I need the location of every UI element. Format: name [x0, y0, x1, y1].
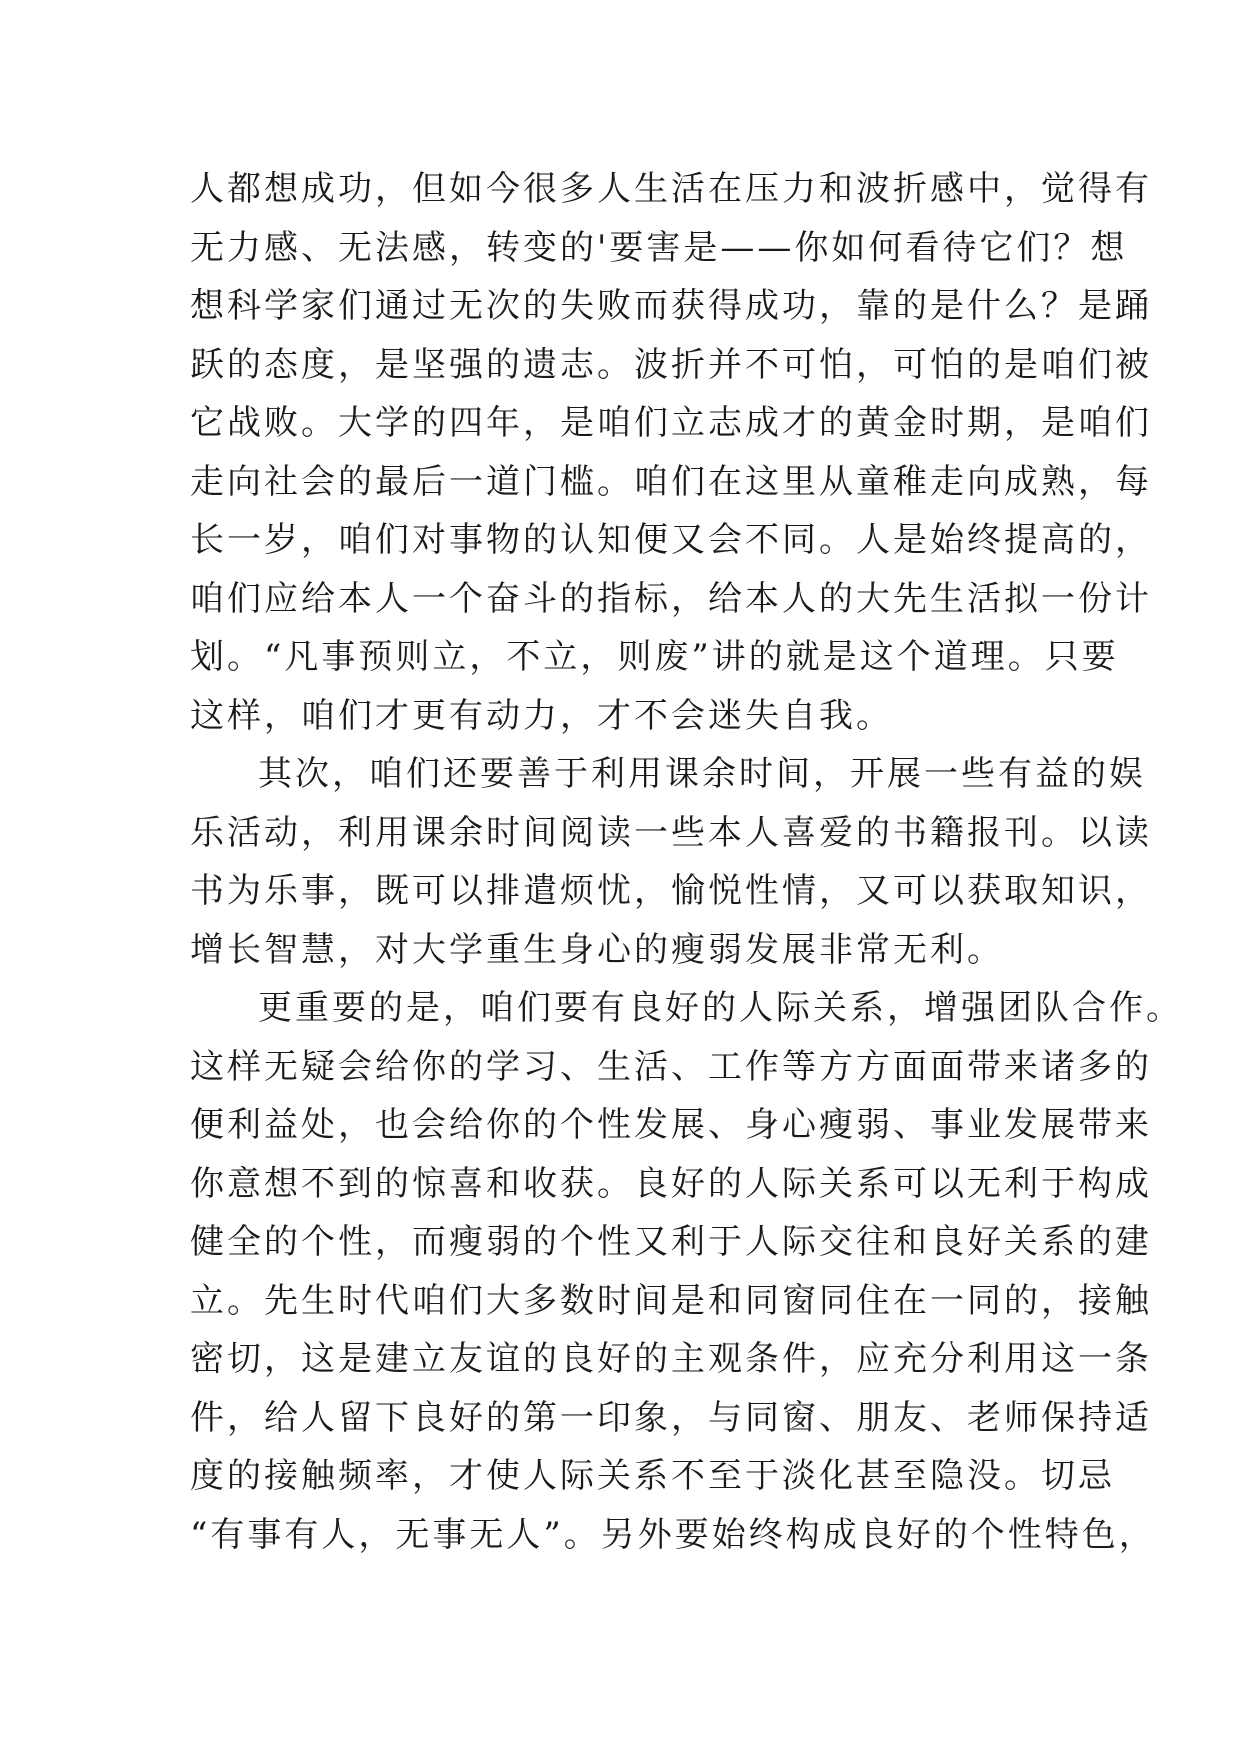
text-line: 长一岁，咱们对事物的认知便又会不同。人是始终提高的， — [190, 520, 1152, 560]
text-line: 书为乐事，既可以排遣烦忧，愉悦性情，又可以获取知识， — [190, 871, 1152, 911]
text-line: “有事有人，无事无人”。另外要始终构成良好的个性特色， — [190, 1514, 1156, 1555]
text-line: 咱们应给本人一个奋斗的指标，给本人的大先生活拟一份计 — [190, 578, 1152, 619]
text-line: 你意想不到的惊喜和收获。良好的人际关系可以无利于构成 — [190, 1163, 1152, 1204]
text-line: 密切，这是建立友谊的良好的主观条件，应充分利用这一条 — [190, 1339, 1152, 1379]
text-line: 乐活动，利用课余时间阅读一些本人喜爱的书籍报刊。以读 — [190, 812, 1152, 853]
text-line: 无力感、无法感，转变的'要害是——你如何看待它们？想 — [190, 227, 1128, 268]
text-line: 跃的态度，是坚强的遗志。波折并不可怕，可怕的是咱们被 — [190, 344, 1152, 385]
text-line: 更重要的是，咱们要有良好的人际关系，增强团队合作。 — [258, 988, 1183, 1028]
text-line: 这样无疑会给你的学习、生活、工作等方方面面带来诸多的 — [190, 1046, 1152, 1087]
text-line: 它战败。大学的四年，是咱们立志成才的黄金时期，是咱们 — [190, 403, 1152, 443]
text-line: 度的接触频率，才使人际关系不至于淡化甚至隐没。切忌 — [190, 1456, 1115, 1496]
text-line: 人都想成功，但如今很多人生活在压力和波折感中，觉得有 — [190, 169, 1152, 209]
text-line: 立。先生时代咱们大多数时间是和同窗同住在一同的，接触 — [190, 1280, 1152, 1321]
text-line: 增长智慧，对大学重生身心的瘦弱发展非常无利。 — [190, 929, 1004, 970]
text-line: 其次，咱们还要善于利用课余时间，开展一些有益的娱 — [258, 754, 1146, 794]
text-line: 健全的个性，而瘦弱的个性又利于人际交往和良好关系的建 — [190, 1222, 1152, 1262]
document-body — [190, 160, 1183, 1564]
text-line: 便利益处，也会给你的个性发展、身心瘦弱、事业发展带来 — [190, 1105, 1152, 1145]
text-line: 走向社会的最后一道门槛。咱们在这里从童稚走向成熟，每 — [190, 461, 1152, 502]
paragraph-relationships — [190, 979, 1183, 1564]
paragraph-goals — [190, 160, 1152, 745]
paragraph-spare-time — [190, 745, 1152, 979]
text-line: 划。“凡事预则立，不立，则废”讲的就是这个道理。只要 — [190, 637, 1119, 677]
text-line: 件，给人留下良好的第一印象，与同窗、朋友、老师保持适 — [190, 1397, 1152, 1438]
text-line: 这样，咱们才更有动力，才不会迷失自我。 — [190, 695, 893, 736]
text-line: 想科学家们通过无次的失败而获得成功，靠的是什么？是踊 — [190, 286, 1152, 326]
